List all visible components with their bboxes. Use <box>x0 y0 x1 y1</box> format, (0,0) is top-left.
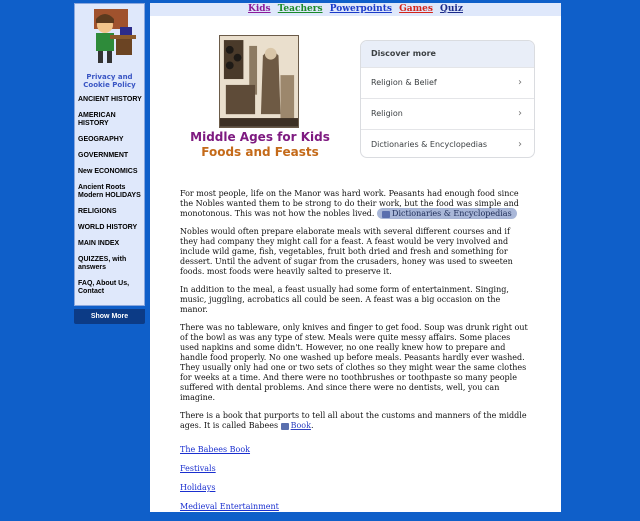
nav-geography[interactable]: GEOGRAPHY <box>78 136 124 143</box>
discover-heading: Discover more <box>361 41 534 67</box>
nav-holidays[interactable]: Ancient Roots Modern HOLIDAYS <box>78 184 141 199</box>
discover-more-box <box>360 40 535 158</box>
discover-item-religion-belief[interactable]: Religion & Belief › <box>361 67 534 98</box>
nav-religions[interactable]: RELIGIONS <box>78 208 117 215</box>
nav-faq[interactable]: FAQ, About Us, Contact <box>78 280 130 295</box>
discover-item-dictionaries[interactable]: Dictionaries & Encyclopedias › <box>361 129 534 158</box>
topnav-quiz[interactable]: Quiz <box>440 4 463 14</box>
paragraph: Nobles would often prepare elaborate meals with several different courses and if they had company they might call for a feast. A feast would be very involved and include wild game, fish, vegetables, fruit both dried and fresh and something for dessert. Until the advent of sugar from the crusaders, honey was used to sweeten foods. most foods were heavily salted to preserve it. <box>180 227 513 276</box>
privacy-link[interactable]: Privacy and Cookie Policy <box>83 73 136 89</box>
book-icon <box>382 211 390 218</box>
paragraph: In addition to the meal, a feast usually had some form of entertainment. Singing, music, juggling, acrobatics all could be seen. A feast was a big occasion on the manor. <box>180 285 509 314</box>
link-medieval-entertainment[interactable]: Medieval Entertainment <box>180 502 279 511</box>
top-nav <box>150 3 561 16</box>
page-title: Middle Ages for Kids <box>190 130 330 144</box>
topnav-teachers[interactable]: Teachers <box>277 4 323 14</box>
book-icon <box>281 423 289 430</box>
paragraph: There was no tableware, only knives and finger to get food. Soup was drunk right out of the bowl as was any type of stew. Meals were quite messy affairs. Some places used napkins and some didn't. However, no one really knew how to prepare and handle food properly. No one washed up before meals. Peasants hardly ever washed. They usually only had one or two sets of clothes so they might wear the same clothes for weeks at a time. And there were no toothbrushes or toothpaste so many people suffered with dental problems. And since there were no dentists, well, you can imagine. <box>180 323 528 402</box>
nav-economics[interactable]: New ECONOMICS <box>78 168 138 175</box>
book-link[interactable]: Book <box>290 421 311 430</box>
left-sidebar <box>74 3 145 323</box>
link-festivals[interactable]: Festivals <box>180 464 216 473</box>
related-links <box>180 445 279 521</box>
main-content <box>150 3 561 512</box>
chevron-right-icon: › <box>518 108 522 119</box>
discover-item-religion[interactable]: Religion › <box>361 98 534 129</box>
link-babees-book[interactable]: The Babees Book <box>180 445 251 454</box>
dictionaries-chip[interactable]: Dictionaries & Encyclopedias <box>377 208 517 219</box>
chevron-right-icon: › <box>518 139 522 150</box>
nav-ancient-history[interactable]: ANCIENT HISTORY <box>78 96 142 103</box>
sidebar-nav <box>78 96 144 304</box>
paragraph: For most people, life on the Manor was hard work. Peasants had enough food since the Nobles wanted them to be strong to do their work, but the food was simple and monotonous. This was not how the nobles lived. Dictionaries & Encyclopedias <box>180 189 519 218</box>
link-holidays[interactable]: Holidays <box>180 483 216 492</box>
chevron-right-icon: › <box>518 77 522 88</box>
nav-quizzes[interactable]: QUIZZES, with answers <box>78 256 127 271</box>
paragraph: There is a book that purports to tell all about the customs and manners of the middle ages. It is called Babees Book. <box>180 411 527 430</box>
topnav-games[interactable]: Games <box>399 4 433 14</box>
nav-world-history[interactable]: WORLD HISTORY <box>78 224 138 231</box>
show-more-button[interactable]: Show More <box>74 309 145 324</box>
page-subtitle: Foods and Feasts <box>201 145 319 159</box>
article-body <box>180 189 530 439</box>
nav-government[interactable]: GOVERNMENT <box>78 152 129 159</box>
medieval-cooks-illustration <box>219 35 299 128</box>
nav-american-history[interactable]: AMERICAN HISTORY <box>78 112 116 127</box>
topnav-kids[interactable]: Kids <box>248 4 271 14</box>
nav-main-index[interactable]: MAIN INDEX <box>78 240 120 247</box>
topnav-powerpoints[interactable]: Powerpoints <box>329 4 392 14</box>
teacher-logo-image[interactable] <box>80 5 140 67</box>
